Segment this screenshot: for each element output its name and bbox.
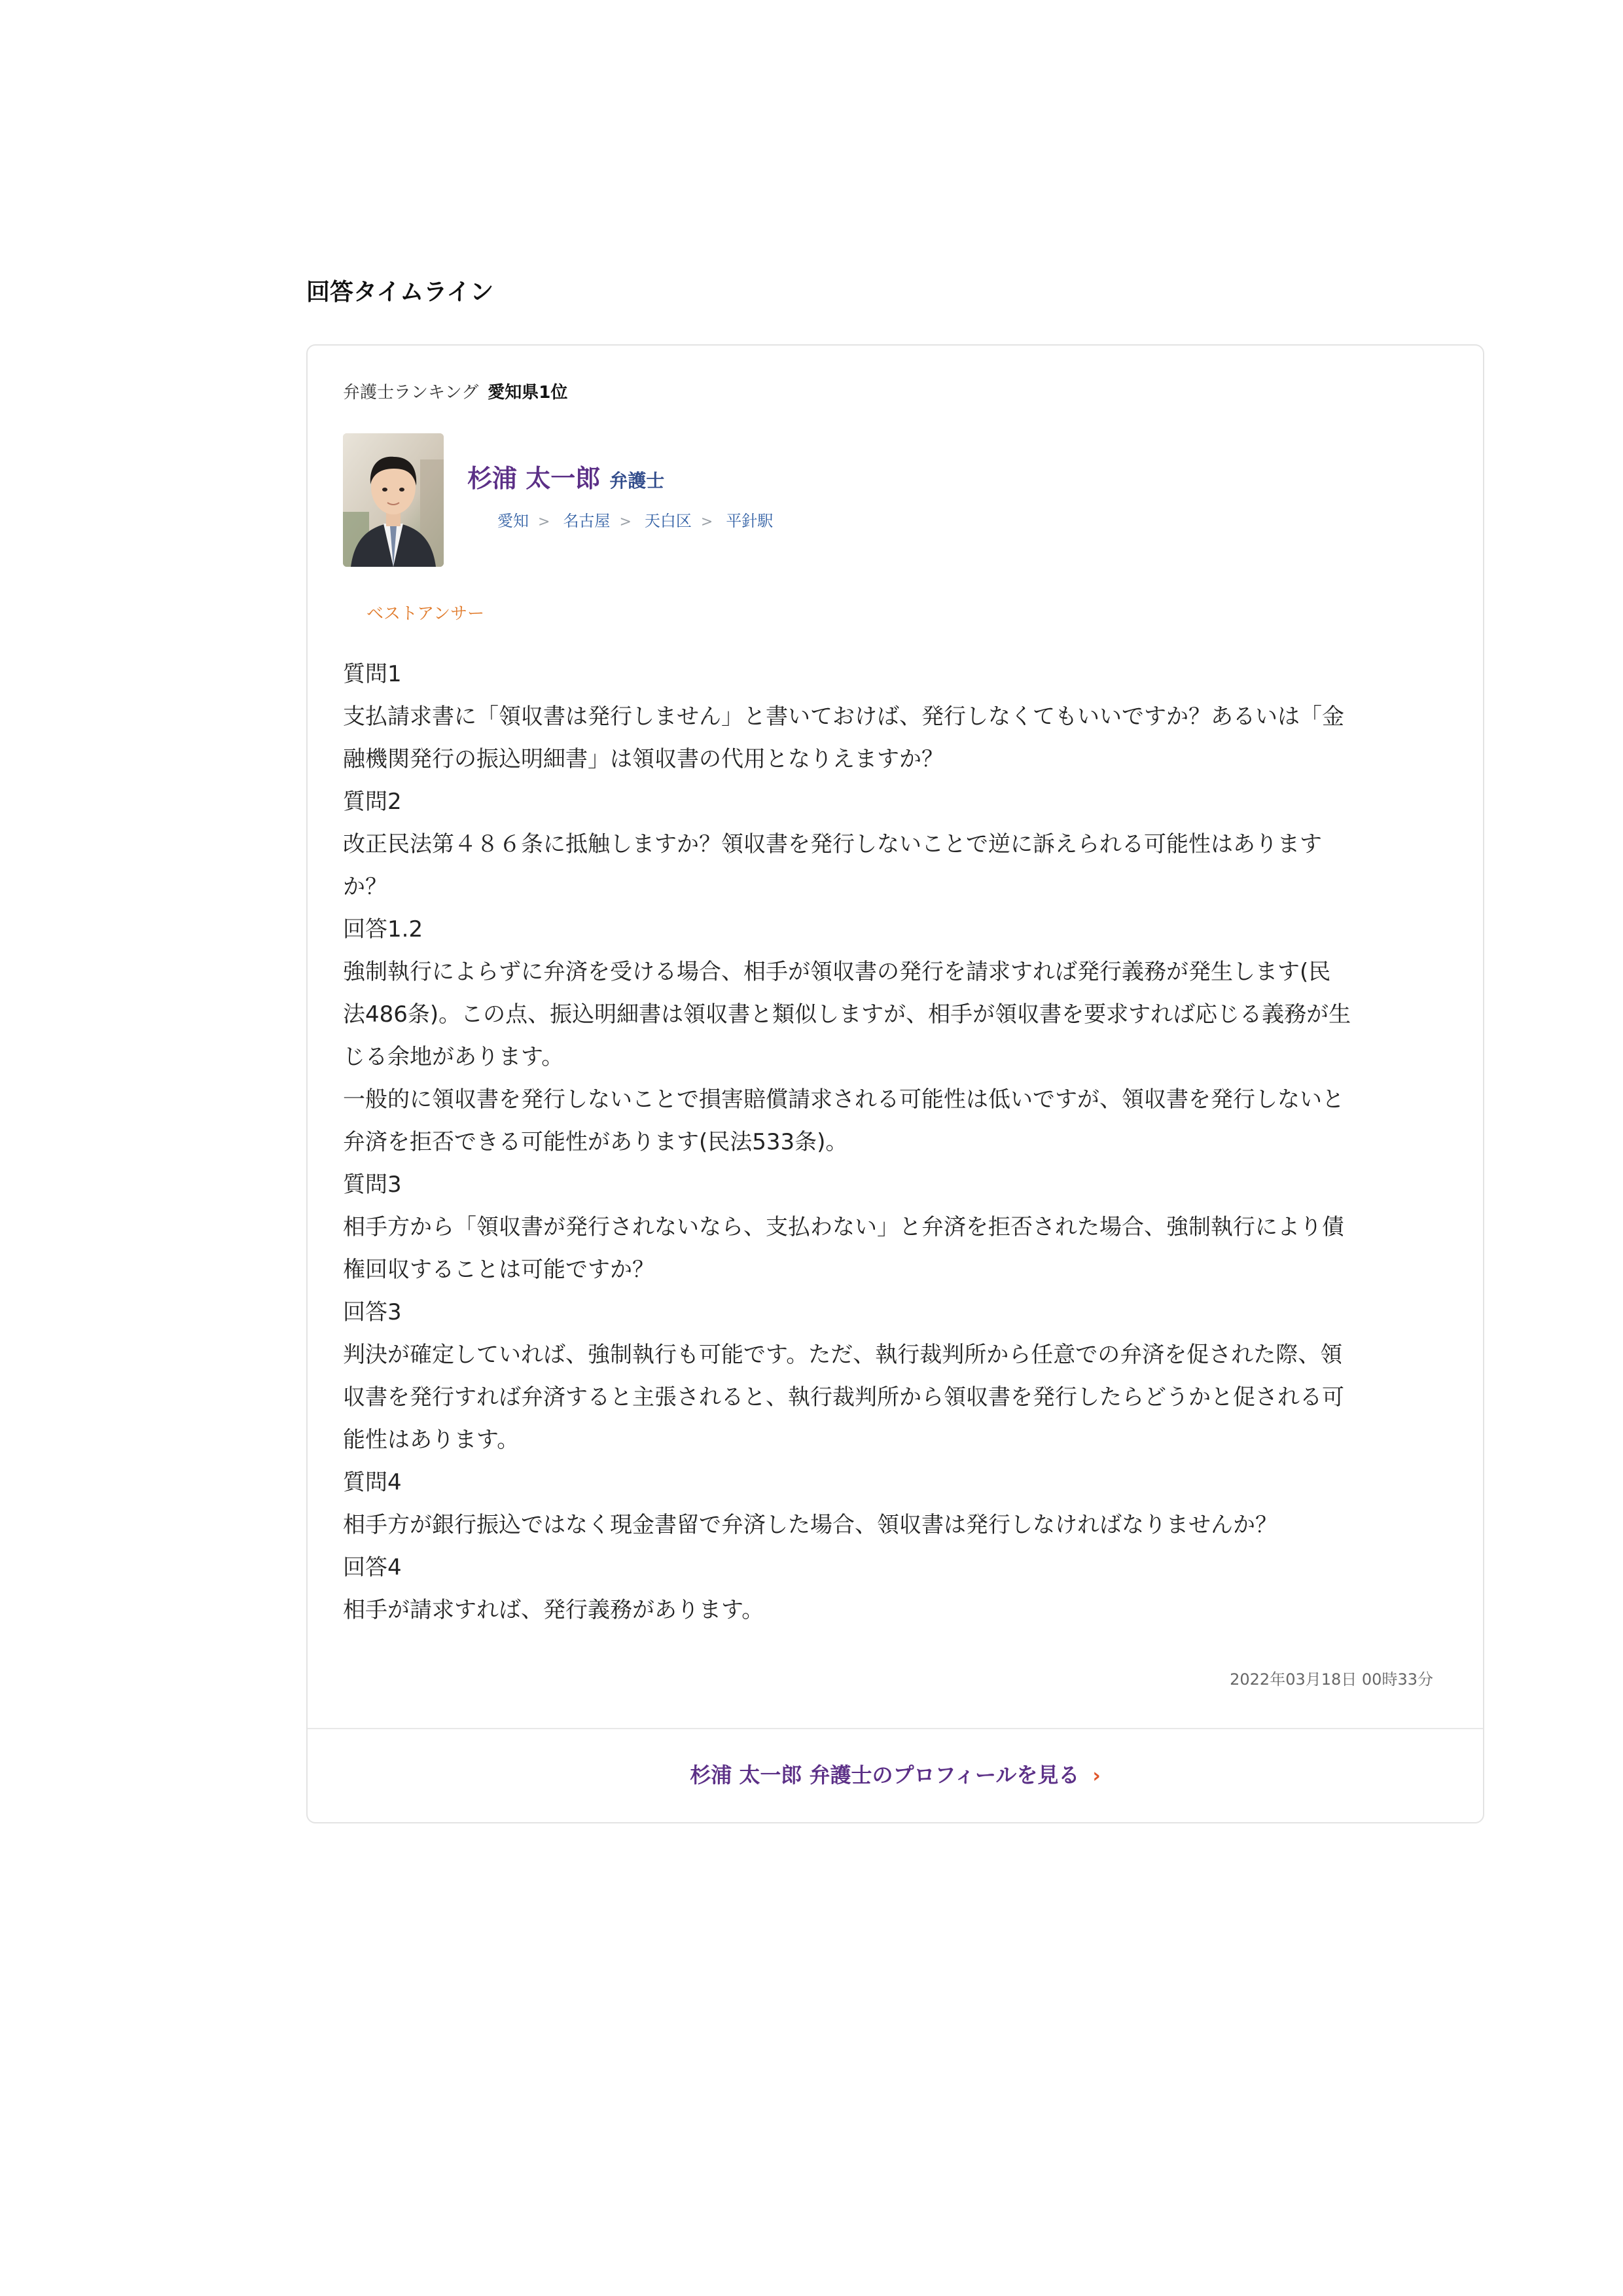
section-title: 回答タイムライン [306,279,494,306]
best-answer-badge: ベストアンサー [366,604,485,624]
lawyer-title: 弁護士 [609,470,665,492]
answer-line: 回答1.2 [343,916,423,942]
answer-timestamp: 2022年03月18日 00時33分 [1230,1670,1433,1689]
answer-line: 強制執行によらずに弁済を受ける場合、相手が領収書の発行を請求すれば発行義務が発生します(民 [343,959,1331,985]
answer-body [343,653,1455,1632]
answer-line: 能性はあります。 [343,1427,520,1453]
answer-line: 回答4 [343,1554,402,1581]
location-city-link[interactable]: 名古屋 [563,512,611,530]
chevron-right-icon: › [1092,1765,1101,1787]
answer-line: じる余地があります。 [343,1044,564,1070]
answer-line: か？ [343,874,387,900]
answer-card [306,344,1484,1823]
ranking-value: 愛知県1位 [488,383,568,403]
answer-line: 収書を発行すれば弁済すると主張されると、執行裁判所から領収書を発行したらどうかと促される可 [343,1384,1344,1410]
answer-line: 法486条)。この点、振込明細書は領収書と類似しますが、相手が領収書を要求すれば応じる義務が生 [343,1001,1351,1028]
answer-line: 回答3 [343,1299,402,1325]
answer-line: 質問2 [343,789,402,815]
location-ward-link[interactable]: 天白区 [644,512,692,530]
answer-line: 質問3 [343,1172,402,1198]
answer-line: 権回収することは可能ですか？ [343,1257,654,1283]
location-prefecture-link[interactable]: 愛知 [497,512,529,530]
chevron-right-icon: > [700,514,713,530]
answer-line: 改正民法第４８６条に抵触しますか？領収書を発行しないことで逆に訴えられる可能性はあります [343,831,1322,857]
answer-line: 弁済を拒否できる可能性があります(民法533条)。 [343,1129,848,1155]
answer-line: 質問1 [343,661,402,687]
ranking-label: 弁護士ランキング [343,383,479,403]
answer-line: 一般的に領収書を発行しないことで損害賠償請求される可能性は低いですが、領収書を発行しないと [343,1086,1344,1113]
answer-line: 相手方が銀行振込ではなく現金書留で弁済した場合、領収書は発行しなければなりませんか？ [343,1512,1277,1538]
location-breadcrumb [497,509,773,534]
answer-line: 支払請求書に「領収書は発行しません」と書いておけば、発行しなくてもいいですか？あるいは「金 [343,704,1344,730]
lawyer-name-link[interactable]: 杉浦 太一郎 [467,464,601,493]
view-profile-label: 杉浦 太一郎 弁護士のプロフィールを見る [690,1763,1080,1787]
answer-line: 融機関発行の振込明細書」は領収書の代用となりえますか？ [343,746,944,772]
chevron-right-icon: > [619,514,632,530]
answer-line: 質問4 [343,1469,402,1496]
card-footer [308,1728,1483,1823]
avatar-photo [343,433,444,567]
lawyer-name-line [467,462,664,500]
lawyer-avatar[interactable] [343,433,444,567]
lawyer-ranking [343,380,567,406]
answer-line: 相手方から「領収書が発行されないなら、支払わない」と弁済を拒否された場合、強制執行により債 [343,1214,1344,1240]
chevron-right-icon: > [538,514,550,530]
answer-line: 相手が請求すれば、発行義務があります。 [343,1597,764,1623]
view-profile-link[interactable] [308,1755,1483,1796]
location-station-link[interactable]: 平針駅 [726,512,774,530]
answer-line: 判決が確定していれば、強制執行も可能です。ただ、執行裁判所から任意での弁済を促された際、領 [343,1342,1343,1368]
